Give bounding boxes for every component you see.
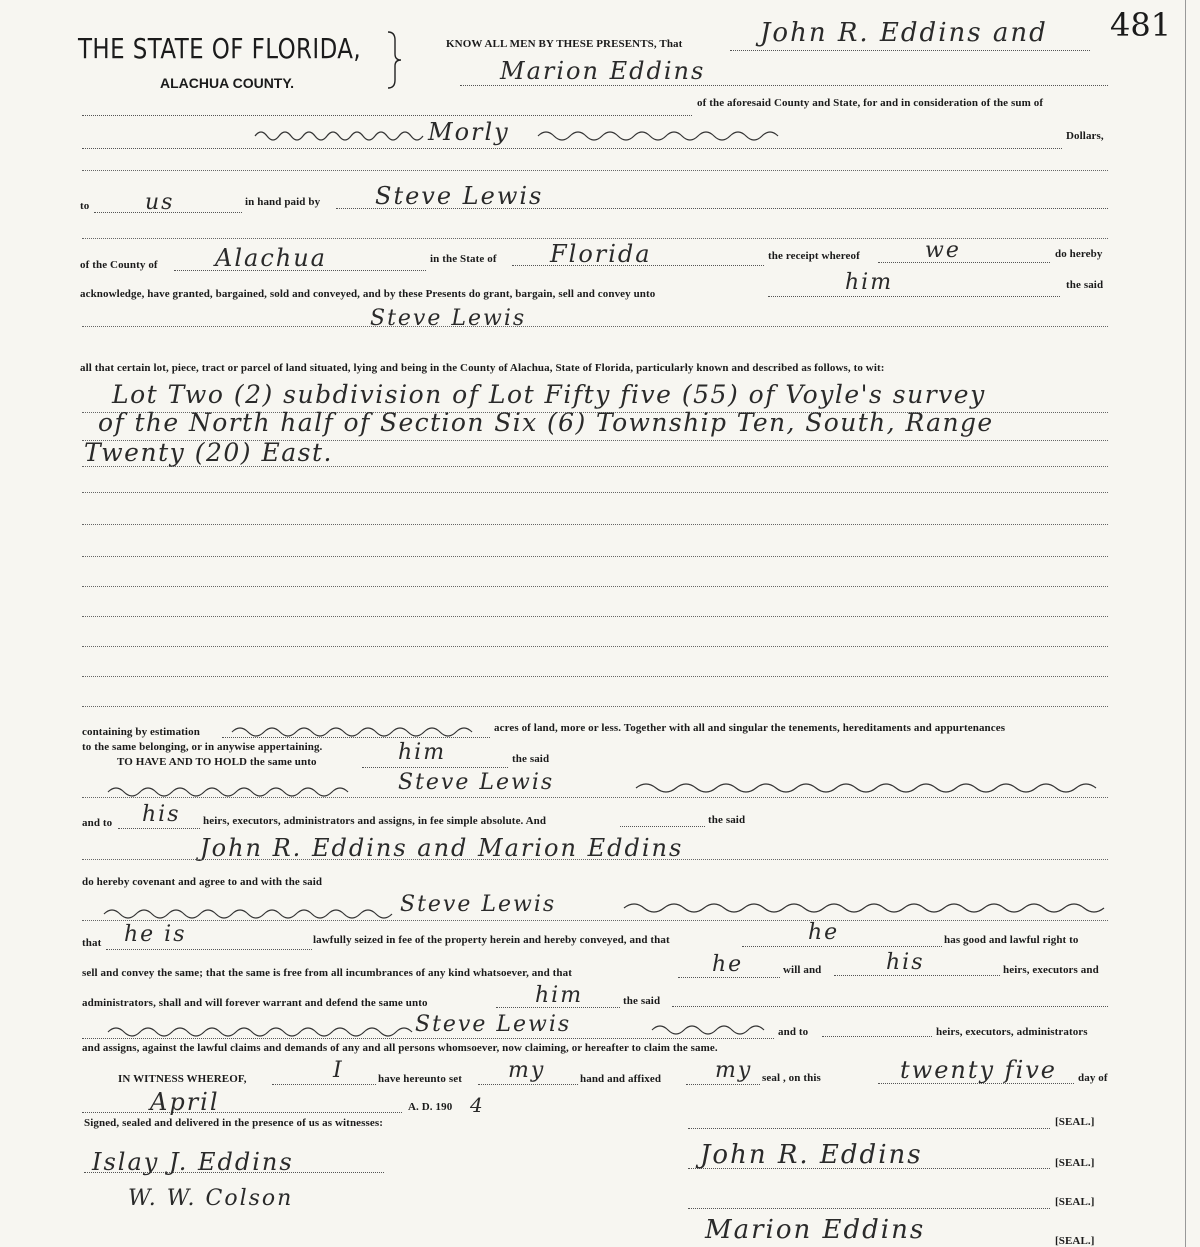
seal-label-1: [SEAL.] (1055, 1116, 1095, 1128)
sell-convey-text: sell and convey the same; that the same is free from all incumbrances of any kind whatsoever, and that (82, 967, 573, 979)
grantors-full-value: John R. Eddins and Marion Eddins (200, 834, 684, 862)
the-said-text-4: the said (623, 995, 661, 1007)
signature-1: John R. Eddins (700, 1140, 923, 1170)
dollars-text: Dollars, (1066, 130, 1104, 142)
of-county-text: of the County of (80, 259, 158, 271)
set-my-value: my (508, 1058, 546, 1083)
the-said-text-2: the said (512, 753, 550, 765)
filler-squiggle (636, 780, 1096, 794)
that-text: that (82, 937, 102, 949)
day-value: twenty five (900, 1056, 1057, 1084)
the-said-text-3: the said (708, 814, 746, 826)
know-all-text: KNOW ALL MEN BY THESE PRESENTS, That (446, 38, 683, 50)
grantors-line1: John R. Eddins and (760, 18, 1048, 48)
sell-he-value: he (712, 952, 744, 977)
receipt-text: the receipt whereof (768, 250, 860, 262)
grantee-value: Steve Lewis (370, 306, 527, 331)
state-value: Florida (550, 240, 652, 268)
filler-squiggle (538, 128, 788, 142)
assigns-against-text: and assigns, against the lawful claims and demands of any and all persons whomsoever, now claiming, or hereafter to claim the same. (82, 1042, 718, 1054)
acknowledge-text: acknowledge, have granted, bargained, sold and conveyed, and by these Presents do grant, bargain, sell and convey unto (80, 288, 656, 300)
filler-squiggle (232, 724, 482, 738)
covenant-with-value: Steve Lewis (400, 892, 557, 917)
receipt-value: we (925, 238, 961, 263)
page-edge (1185, 0, 1186, 1247)
that-he-value: he (808, 920, 840, 945)
filler-squiggle (624, 900, 1094, 914)
aforesaid-text: of the aforesaid County and State, for and in consideration of the sum of (697, 97, 1044, 109)
covenant-text: do hereby covenant and agree to and with the said (82, 876, 323, 888)
witness-2: W. W. Colson (128, 1186, 294, 1211)
heirs-exec-admin-text: heirs, executors, administrators (936, 1026, 1088, 1038)
do-hereby-text: do hereby (1055, 248, 1103, 260)
filler-squiggle (104, 906, 394, 920)
to-have-text: TO HAVE AND TO HOLD the same unto (117, 756, 317, 768)
day-of-text: day of (1078, 1072, 1108, 1084)
to-the-same-text: to the same belonging, or in anywise appertaining. (82, 741, 323, 753)
in-witness-text: IN WITNESS WHEREOF, (118, 1073, 247, 1085)
affixed-my-value: my (715, 1058, 753, 1083)
lawfully-text: lawfully seized in fee of the property herein and hereby conveyed, and that (313, 934, 670, 946)
signature-2: Marion Eddins (705, 1215, 926, 1245)
the-said-text: the said (1066, 279, 1104, 291)
have-hold-said-value: Steve Lewis (398, 770, 555, 795)
filler-squiggle (108, 784, 358, 798)
filler-squiggle (652, 1022, 762, 1036)
has-good-text: has good and lawful right to (944, 934, 1079, 946)
defend-unto-value: him (535, 983, 584, 1008)
to-text: to (80, 200, 90, 212)
county-heading: ALACHUA COUNTY. (160, 75, 295, 91)
and-to-text: and to (82, 817, 113, 829)
and-to-value: his (142, 802, 181, 827)
containing-text: containing by estimation (82, 726, 200, 738)
page-number: 481 (1110, 6, 1172, 44)
year-digit-value: 4 (470, 1093, 485, 1117)
description-line-1: Lot Two (2) subdivision of Lot Fifty five (55) of Voyle's survey (112, 380, 986, 409)
paid-by-value: Steve Lewis (375, 182, 544, 210)
have-hereunto-text: have hereunto set (378, 1073, 462, 1085)
seal-label-2: [SEAL.] (1055, 1157, 1095, 1169)
sell-his-value: his (886, 950, 925, 975)
description-line-3: Twenty (20) East. (84, 438, 333, 467)
and-to-text-2: and to (778, 1026, 809, 1038)
in-state-text: in the State of (430, 253, 497, 265)
heirs-simple-text: heirs, executors, administrators and assigns, in fee simple absolute. And (203, 815, 547, 827)
witness-i-value: I (333, 1058, 344, 1083)
grantors-line2: Marion Eddins (500, 57, 706, 85)
month-value: April (150, 1088, 220, 1116)
description-line-2: of the North half of Section Six (6) Township Ten, South, Range (98, 408, 994, 437)
hand-affixed-text: hand and affixed (580, 1073, 662, 1085)
seal-label-3: [SEAL.] (1055, 1196, 1095, 1208)
that-clause-value: he is (124, 922, 187, 947)
unto-value: him (845, 270, 894, 295)
sum-value: Morly (428, 118, 510, 146)
administrators-text: administrators, shall and will forever warrant and defend the same unto (82, 997, 428, 1009)
seal-on-this-text: seal , on this (762, 1072, 821, 1084)
all-that-text: all that certain lot, piece, tract or parcel of land situated, lying and being in the County of Alachua, State of Florida, particularly known and described as follows, to wit: (80, 362, 885, 374)
defend-said-value: Steve Lewis (415, 1012, 572, 1037)
to-whom-value: us (145, 190, 175, 215)
header-brace (386, 30, 402, 90)
ad-text: A. D. 190 (408, 1101, 453, 1113)
in-hand-paid-text: in hand paid by (245, 196, 321, 208)
state-heading: THE STATE OF FLORIDA, (78, 32, 362, 65)
seal-label-4: [SEAL.] (1055, 1235, 1095, 1247)
heirs-exec-and-text: heirs, executors and (1003, 964, 1099, 976)
filler-squiggle (255, 128, 425, 142)
have-hold-unto-value: him (398, 740, 447, 765)
county-value: Alachua (215, 244, 327, 272)
witness-1: Islay J. Eddins (92, 1148, 294, 1176)
acres-text: acres of land, more or less. Together with all and singular the tenements, hereditaments and appurtenances (494, 722, 1006, 734)
will-and-text: will and (783, 964, 822, 976)
filler-squiggle (108, 1024, 408, 1038)
signed-sealed-text: Signed, sealed and delivered in the presence of us as witnesses: (84, 1117, 384, 1129)
